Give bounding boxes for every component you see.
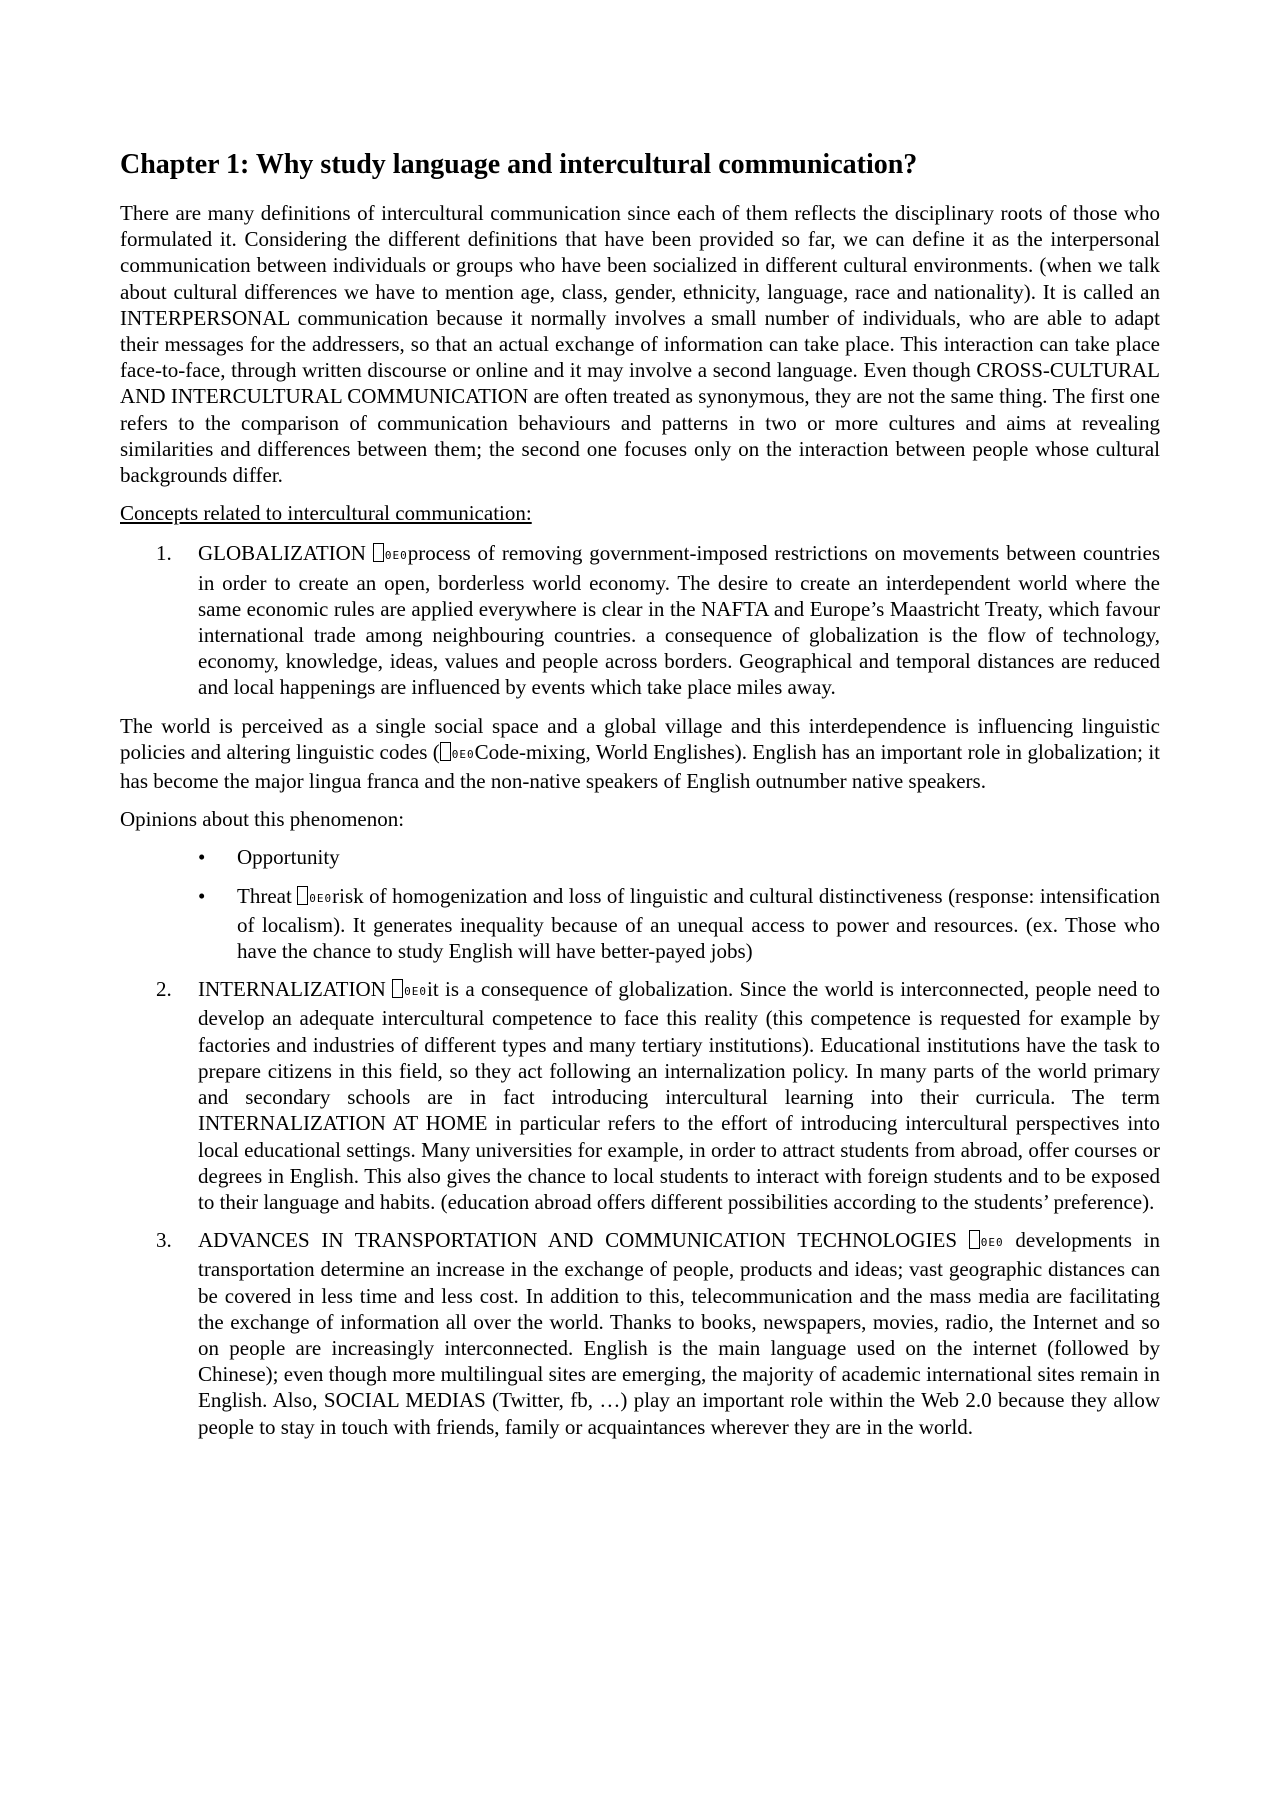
missing-glyph-icon bbox=[969, 1230, 980, 1249]
list-item-globalization bbox=[120, 540, 1160, 700]
concepts-heading: Concepts related to intercultural communication: bbox=[120, 501, 532, 526]
glyph-code: 0E0 bbox=[451, 747, 475, 761]
glyph-code: 0E0 bbox=[980, 1236, 1004, 1250]
opinions-label: Opinions about this phenomenon: bbox=[120, 807, 405, 832]
document-page bbox=[120, 148, 1160, 1452]
item-text: developments in transportation determine an increase in the exchange of people, products and ideas; vast geographic distances can be covered in less time and less cost. In addition to this, telecommunication and the mass media are facilitating the exchange of information all over the world. Thanks to books, newspapers, movies, radio, the Internet and so on people are increasingly interconnected. English is the main language used on the internet (followed by Chinese); even though more multilingual sites are emerging, the majority of academic international sites remain in English. Also, SOCIAL MEDIAS (Twitter, fb, …) play an important role within the Web 2.0 because they allow people to stay in touch with friends, family or acquaintances wherever they are in the world. bbox=[198, 1228, 1160, 1439]
item-lead: ADVANCES IN TRANSPORTATION AND COMMUNICATION TECHNOLOGIES bbox=[198, 1228, 969, 1253]
item-lead: INTERNALIZATION bbox=[198, 977, 393, 1002]
item-text: process of removing government-imposed restrictions on movements between countries in order to create an open, borderless world economy. The desire to create an interdependent world where the same economic rules are applied everywhere is clear in the NAFTA and Europe’s Maastricht Treaty, which favour international trade among neighbouring countries. a consequence of globalization is the flow of technology, economy, knowledge, ideas, values and people across borders. Geographical and temporal distances are reduced and local happenings are influenced by events which take place miles away. bbox=[198, 541, 1160, 700]
bullet-threat: • Threat 0E0risk of homogenization and loss of linguistic and cultural distinctiveness (response: intensification of localism). It generates inequality because of an unequal access to power and resources. (ex. Those who have the chance to study English will have better-payed jobs) bbox=[198, 883, 1160, 964]
item-text: it is a consequence of globalization. Since the world is interconnected, people need to develop an adequate intercultural competence to face this reality (this competence is requested for example by factories and industries of different types and many tertiary institutions). Educational institutions have the task to prepare citizens in this field, so they act following an internalization policy. In many parts of the world primary and secondary schools are in fact introducing intercultural learning into their curricula. The term INTERNALIZATION AT HOME in particular refers to the effort of introducing intercultural perspectives into local educational settings. Many universities for example, in order to attract students from abroad, offer courses or degrees in English. This also gives the chance to local students to interact with foreign students and to be exposed to their language and habits. (education abroad offers different possibilities according to the students’ preference). bbox=[198, 977, 1161, 1214]
list-number: 1. bbox=[156, 541, 172, 566]
glyph-code: 0E0 bbox=[384, 549, 408, 563]
intro-paragraph: There are many definitions of intercultural communication since each of them reflects the disciplinary roots of those who formulated it. Considering the different definitions that have been provided so far, we can define it as the interpersonal communication between individuals or groups who have been socialized in different cultural environments. (when we talk about cultural differences we have to mention age, class, gender, ethnicity, language, race and nationality). It is called an INTERPERSONAL communication because it normally involves a small number of individuals, who are able to adapt their messages for the addressers, so that an actual exchange of information can take place. This interaction can take place face-to-face, through written discourse or online and it may involve a second language. Even though CROSS-CULTURAL AND INTERCULTURAL COMMUNICATION are often treated as synonymous, they are not the same thing. The first one refers to the comparison of communication behaviours and patterns in two or more cultures and aims at revealing similarities and differences between them; the second one focuses only on the interaction between people whose cultural backgrounds differ. bbox=[120, 201, 1160, 488]
missing-glyph-icon bbox=[297, 886, 308, 905]
list-number: 3. bbox=[156, 1228, 172, 1253]
list-number: 2. bbox=[156, 977, 172, 1002]
missing-glyph-icon bbox=[392, 979, 403, 998]
glyph-code: 0E0 bbox=[404, 985, 427, 999]
world-paragraph: The world is perceived as a single social space and a global village and this interdependence is influencing linguistic policies and altering linguistic codes ( 0E0Code-mixing, World Englishes). English has an important role in globalization; it has become the major lingua franca and the non-native speakers of English outnumber native speakers. bbox=[120, 713, 1160, 794]
item-lead: GLOBALIZATION bbox=[198, 541, 373, 566]
chapter-title: Chapter 1: Why study language and intercultural communication? bbox=[120, 149, 918, 180]
glyph-code: 0E0 bbox=[309, 891, 333, 905]
bullet-icon: • bbox=[198, 883, 206, 908]
missing-glyph-icon bbox=[440, 742, 451, 761]
bullet-icon: • bbox=[198, 845, 206, 870]
bullet-opportunity: • Opportunity bbox=[198, 845, 340, 870]
list-item-internalization bbox=[120, 976, 1160, 1215]
missing-glyph-icon bbox=[373, 543, 384, 562]
opinions-list bbox=[120, 844, 1160, 964]
list-item-transportation bbox=[120, 1227, 1160, 1440]
